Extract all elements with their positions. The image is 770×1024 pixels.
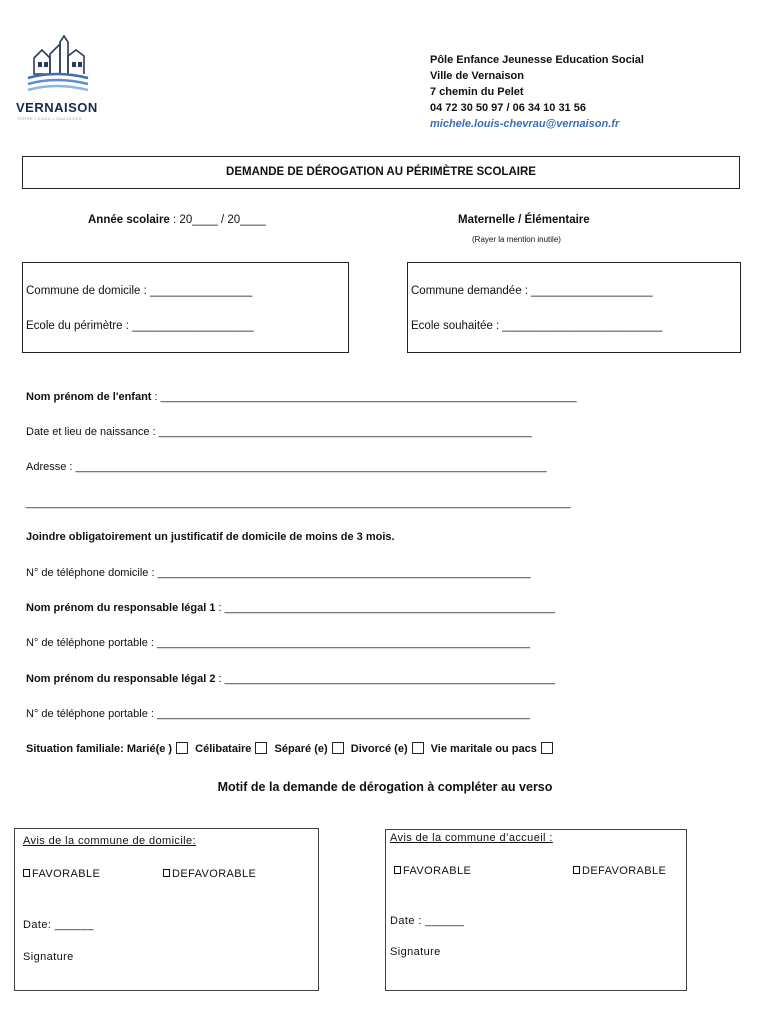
school-year-label: Année scolaire — [88, 214, 170, 226]
guardian1-line[interactable]: : ______________________________________________________ — [215, 602, 556, 614]
home-commune-field[interactable]: Commune de domicile : ________________ — [26, 285, 253, 297]
requested-commune-field[interactable]: Commune demandée : ___________________ — [411, 285, 653, 297]
home-defavorable-checkbox-icon[interactable] — [163, 869, 170, 877]
header-phone: 04 72 30 50 97 / 06 34 10 31 56 — [430, 102, 586, 114]
host-favorable-option[interactable] — [394, 865, 471, 877]
town-emblem-icon — [16, 34, 106, 100]
home-phone-field[interactable]: N° de téléphone domicile : _____________________________________________________________ — [26, 567, 531, 579]
school-year-field[interactable]: : 20____ / 20____ — [173, 214, 266, 226]
school-level: Maternelle / Élémentaire — [458, 214, 590, 226]
header-email-link[interactable]: michele.louis-chevrau@vernaison.fr — [430, 118, 620, 130]
home-favorable-option[interactable] — [23, 868, 100, 880]
checkbox-separe[interactable] — [332, 742, 344, 754]
perimeter-school-field[interactable]: Ecole du périmètre : ___________________ — [26, 320, 254, 332]
checkbox-marie[interactable] — [176, 742, 188, 754]
school-level-note: (Rayer la mention inutile) — [472, 235, 561, 244]
host-opinion-title: Avis de la commune d’accueil : — [390, 832, 553, 844]
logo-name: VERNAISON — [16, 100, 98, 115]
option-celibataire: Célibataire — [195, 743, 252, 755]
host-defavorable-checkbox-icon[interactable] — [573, 866, 580, 874]
home-favorable-label: FAVORABLE — [32, 868, 101, 880]
birth-field[interactable]: Date et lieu de naissance : _____________________________________________________________ — [26, 426, 532, 438]
mobile2-field[interactable]: N° de téléphone portable : _____________________________________________________________ — [26, 708, 531, 720]
proof-notice: Joindre obligatoirement un justificatif de domicile de moins de 3 mois. — [26, 531, 395, 543]
home-commune-opinion-box — [14, 828, 319, 991]
child-name-line[interactable]: : ____________________________________________________________________ — [151, 391, 577, 403]
child-name-label: Nom prénom de l'enfant — [26, 391, 152, 403]
header-line3: 7 chemin du Pelet — [430, 86, 524, 98]
guardian2-line[interactable]: : ______________________________________________________ — [215, 673, 556, 685]
host-commune-opinion-box — [385, 829, 687, 991]
requested-commune-box — [407, 262, 741, 353]
host-favorable-checkbox-icon[interactable] — [394, 866, 401, 874]
motif-heading: Motif de la demande de dérogation à compléter au verso — [217, 780, 553, 794]
child-name-field[interactable] — [26, 391, 577, 403]
address-line2-field[interactable]: _________________________________________________________________________________________ — [26, 497, 571, 509]
guardian2-field[interactable] — [26, 673, 555, 685]
checkbox-celibataire[interactable] — [255, 742, 267, 754]
checkbox-pacs[interactable] — [541, 742, 553, 754]
host-defavorable-label: DEFAVORABLE — [582, 865, 667, 877]
host-signature-field[interactable]: Signature — [390, 946, 441, 958]
home-defavorable-label: DEFAVORABLE — [172, 868, 257, 880]
guardian2-label: Nom prénom du responsable légal 2 — [26, 673, 216, 685]
family-situation — [26, 742, 557, 755]
home-commune-box — [22, 262, 349, 353]
home-opinion-title: Avis de la commune de domicile: — [23, 835, 196, 847]
option-pacs: Vie maritale ou pacs — [430, 743, 537, 755]
wished-school-field[interactable]: Ecole souhaitée : _________________________ — [411, 320, 663, 332]
family-situation-label: Situation familiale: — [26, 743, 124, 755]
contact-block — [430, 52, 644, 132]
guardian1-label: Nom prénom du responsable légal 1 — [26, 602, 216, 614]
option-separe: Séparé (e) — [274, 743, 328, 755]
logo-tagline: TERRE • EAUX • SAUVAGES — [17, 116, 82, 121]
header-line1: Pôle Enfance Jeunesse Education Social — [430, 54, 644, 66]
home-date-field[interactable]: Date: ______ — [23, 919, 94, 931]
page-title: DEMANDE DE DÉROGATION AU PÉRIMÈTRE SCOLAIRE — [22, 156, 740, 189]
home-signature-field[interactable]: Signature — [23, 951, 74, 963]
host-defavorable-option[interactable] — [573, 865, 666, 877]
header-line2: Ville de Vernaison — [430, 70, 524, 82]
checkbox-divorce[interactable] — [412, 742, 424, 754]
home-defavorable-option[interactable] — [163, 868, 256, 880]
guardian1-field[interactable] — [26, 602, 555, 614]
mobile1-field[interactable]: N° de téléphone portable : _____________________________________________________________ — [26, 637, 531, 649]
option-marie: Marié(e ) — [126, 743, 173, 755]
vernaison-logo — [16, 34, 116, 120]
address-field[interactable]: Adresse : _____________________________________________________________________________ — [26, 461, 547, 473]
host-favorable-label: FAVORABLE — [403, 865, 472, 877]
school-year — [88, 214, 266, 226]
option-divorce: Divorcé (e) — [350, 743, 408, 755]
home-favorable-checkbox-icon[interactable] — [23, 869, 30, 877]
host-date-field[interactable]: Date : ______ — [390, 915, 465, 927]
